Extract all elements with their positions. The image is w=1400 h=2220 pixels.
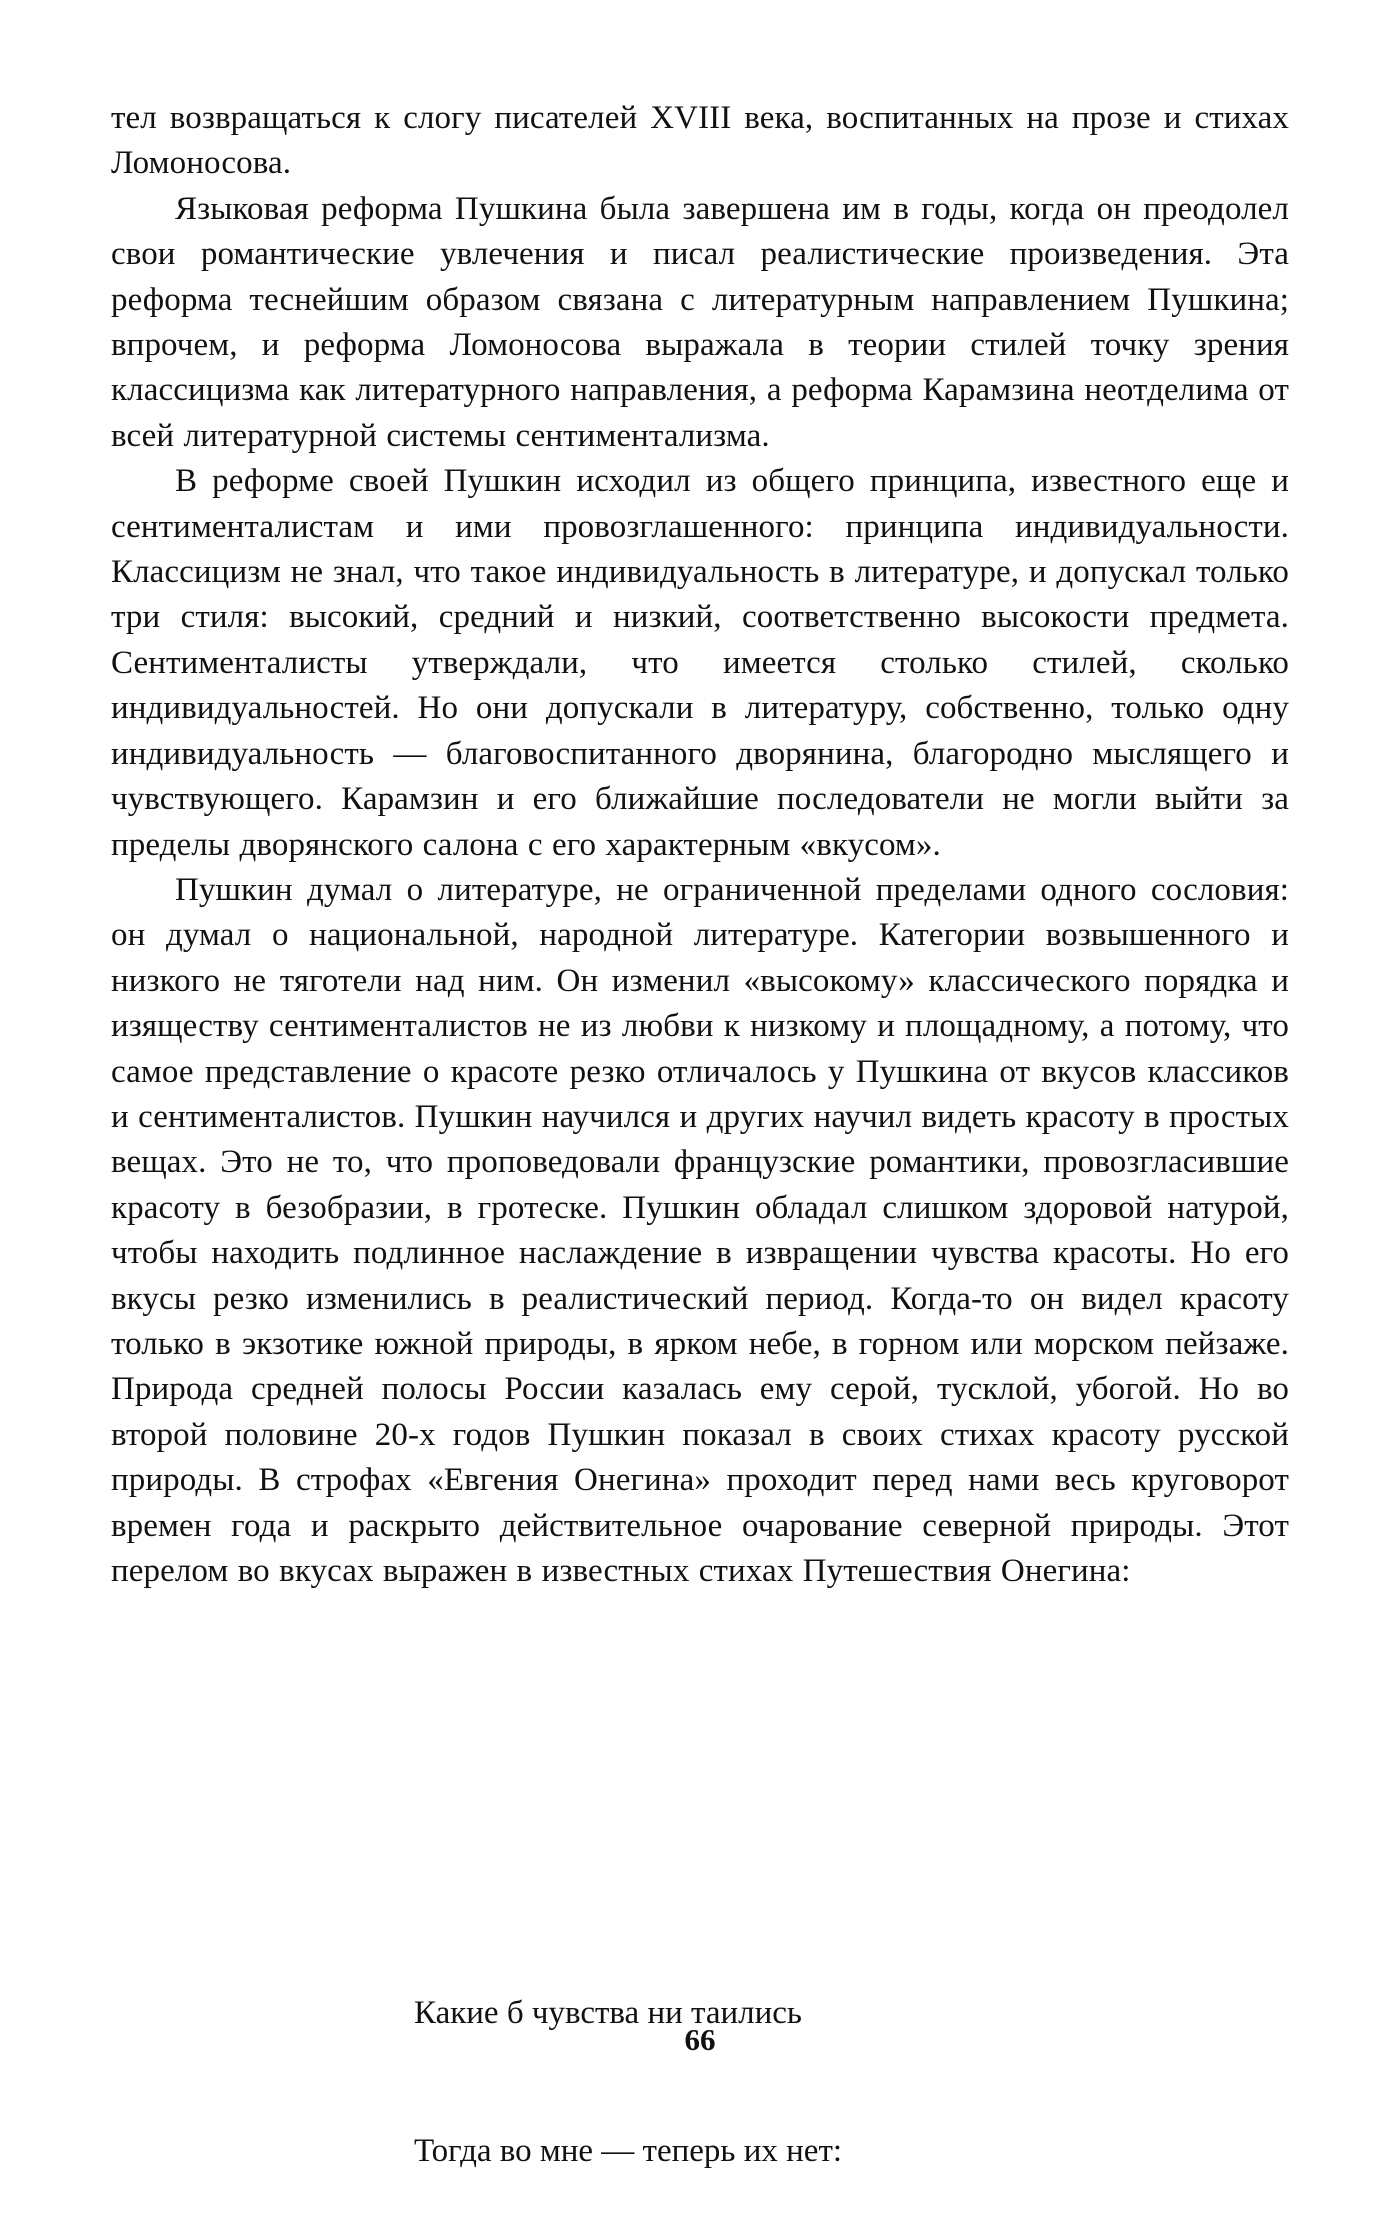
page-number: 66 xyxy=(684,2022,716,2057)
paragraph-continuation: тел возвращаться к слогу писателей XVIII века, воспитанных на прозе и стихах Ломоносова. xyxy=(111,100,1289,182)
verse-line: Тогда во мне — теперь их нет: xyxy=(414,2133,843,2169)
page-body xyxy=(111,96,1289,1594)
verse-quote xyxy=(414,1898,842,2220)
paragraph-individuality-principle: В реформе своей Пушкин исходил из общего принципа, известного еще и сентименталистам и ими провозглашенного: принципа индивидуальности. Классицизм не знал, что такое индивидуальность в литературе, и допускал только три стиля: высокий, средний и низкий, соответственно высокости предмета. Сентименталисты утверждали, что имеется столько стилей, сколько индивидуальностей. Но они допускали в литературу, собственно, только одну индивидуальность — благовоспитанного дворянина, благородно мыслящего и чувствующего. Карамзин и его ближайшие последователи не могли выйти за пределы дворянского салона с его характерным «вкусом». xyxy=(111,463,1289,863)
paragraph-language-reform: Языковая реформа Пушкина была завершена им в годы, когда он преодолел свои романтические увлечения и писал реалистические произведения. Эта реформа теснейшим образом связана с литературным направлением Пушкина; впрочем, и реформа Ломоносова выражала в теории стилей точку зрения классицизма как литературного направления, а реформа Карамзина неотделима от всей литературной системы сентиментализма. xyxy=(111,190,1289,454)
paragraph-national-literature: Пушкин думал о литературе, не ограниченной пределами одного сословия: он думал о национальной, народной литературе. Категории возвышенного и низкого не тяготели над ним. Он изменил «высокому» классического порядка и изяществу сентименталистов не из любви к низкому и площадному, а потому, что самое представление о красоте резко отличалось у Пушкина от вкусов классиков и сентименталистов. Пушкин научился и других научил видеть красоту в простых вещах. Это не то, что проповедовали французские романтики, провозгласившие красоту в безобразии, в гротеске. Пушкин обладал слишком здоровой натурой, чтобы находить подлинное наслаждение в извращении чувства красоты. Но его вкусы резко изменились в реалистический период. Когда-то он видел красоту только в экзотике южной природы, в ярком небе, в горном или морском пейзаже. Природа средней полосы России казалась ему серой, тусклой, убогой. Но во второй половине 20-х годов Пушкин показал в своих стихах красоту русской природы. В строфах «Евгения Онегина» проходит перед нами весь круговорот времен года и раскрыто действительное очарование северной природы. Этот перелом во вкусах выражен в известных стихах Путешествия Онегина: xyxy=(111,871,1289,1589)
verse-line: Какие б чувства ни таились xyxy=(414,1995,802,2031)
